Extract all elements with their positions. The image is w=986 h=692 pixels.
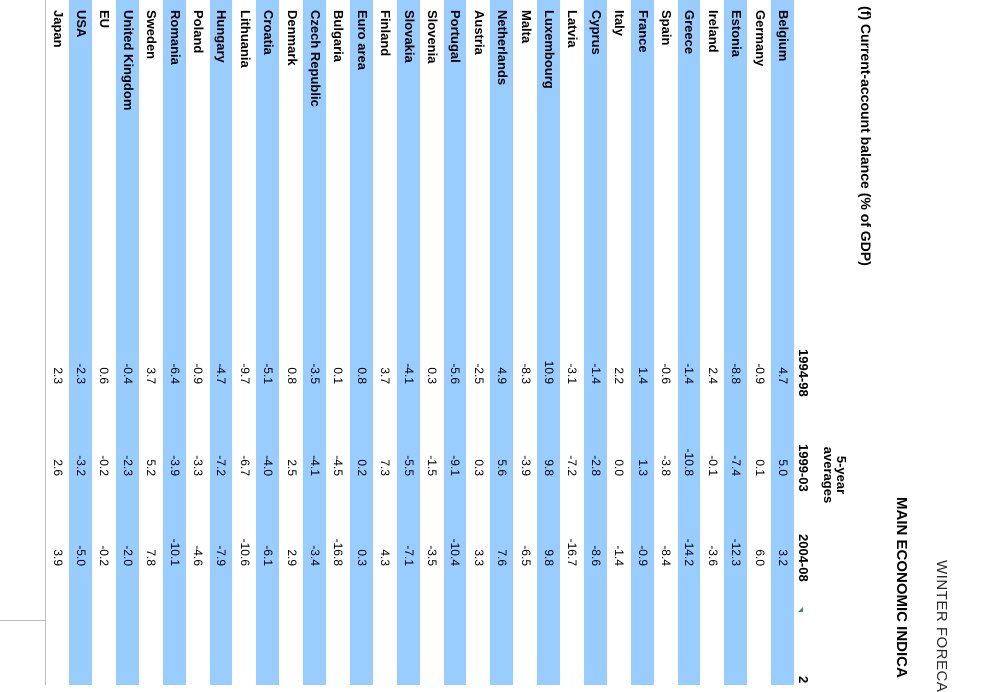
value-cell: -6.4 (167, 363, 182, 384)
table-row (701, 0, 724, 685)
country-name: Poland (191, 10, 206, 54)
value-cell: 0.3 (471, 459, 486, 476)
value-cell: 2.5 (284, 459, 299, 476)
value-cell: -1.4 (682, 363, 697, 384)
value-cell: -5.0 (74, 545, 88, 566)
table-row (771, 0, 794, 685)
table-row (327, 0, 350, 685)
value-cell: -9.7 (237, 363, 252, 384)
value-cell: 4.3 (378, 549, 393, 566)
country-name: Netherlands (495, 10, 511, 86)
value-cell: 2.4 (705, 367, 720, 384)
value-cell: -16.7 (565, 538, 580, 566)
value-cell: 7.3 (378, 459, 393, 476)
value-cell: 7.8 (144, 549, 159, 566)
value-cell: -7.2 (214, 455, 229, 476)
country-name: Euro area (354, 10, 370, 70)
averages-label-line2: averages (821, 446, 836, 504)
country-name: Germany (752, 10, 768, 67)
country-name: Czech Republic (308, 10, 323, 107)
value-cell: -2.8 (588, 455, 603, 476)
table-row (748, 0, 771, 685)
averages-label-line1: 5-year (834, 455, 849, 495)
value-cell: 3.7 (144, 367, 159, 384)
value-cell: 2.6 (50, 459, 65, 476)
value-cell: -1.4 (612, 545, 627, 566)
table-row (116, 0, 139, 685)
column-divider (45, 0, 46, 685)
value-cell: 3.3 (471, 549, 486, 566)
value-cell: 4.9 (495, 367, 510, 384)
cell-comment-marker-icon (798, 607, 803, 612)
table-row (163, 0, 186, 685)
value-cell: -7.1 (401, 545, 416, 566)
country-name: France (635, 10, 651, 53)
value-cell: -3.5 (308, 363, 322, 384)
value-cell: -10.4 (448, 538, 463, 566)
value-cell: 0.8 (284, 367, 299, 384)
country-name: Japan (50, 10, 66, 48)
value-cell: -4.7 (214, 363, 229, 384)
value-cell: 3.7 (378, 367, 393, 384)
value-cell: 9.8 (542, 549, 556, 566)
value-cell: 9.8 (542, 459, 556, 476)
value-cell: 5.0 (776, 459, 790, 476)
table-row (373, 0, 396, 685)
column-header-2004-08: 2004-08 (796, 534, 811, 582)
value-cell: 5.6 (495, 459, 510, 476)
country-name: Luxembourg (542, 10, 557, 89)
country-name: Spain (659, 10, 674, 46)
value-cell: -9.1 (448, 455, 463, 476)
country-name: Austria (471, 10, 487, 55)
country-name: Lithuania (237, 10, 253, 68)
table-row (537, 0, 560, 685)
value-cell: -8.8 (729, 363, 744, 384)
column-header-1994-98: 1994-98 (796, 349, 811, 397)
value-cell: 6.0 (752, 549, 767, 566)
country-name: Finland (378, 10, 394, 57)
country-name: Romania (167, 10, 183, 65)
table-row (93, 0, 116, 685)
value-cell: -10.8 (682, 448, 697, 476)
table-row (444, 0, 467, 685)
value-cell: 4.7 (776, 367, 790, 384)
value-cell: 3.2 (776, 549, 790, 566)
value-cell: 0.8 (354, 367, 369, 384)
value-cell: -0.4 (120, 363, 135, 384)
value-cell: -14.2 (682, 538, 697, 566)
country-name: Italy (612, 10, 628, 37)
table-row (678, 0, 701, 685)
value-cell: -3.5 (425, 545, 439, 566)
value-cell: -3.1 (565, 363, 580, 384)
value-cell: -4.0 (261, 455, 276, 476)
country-name: Latvia (565, 10, 581, 48)
table-row (233, 0, 256, 685)
value-cell: -16.8 (331, 538, 346, 566)
value-cell: -3.2 (74, 455, 88, 476)
cell-divider (0, 620, 46, 621)
value-cell: -3.4 (308, 545, 322, 566)
value-cell: -0.9 (191, 363, 205, 384)
value-cell: -0.2 (97, 455, 112, 476)
value-cell: -3.9 (167, 455, 182, 476)
value-cell: 2.2 (612, 367, 627, 384)
table-row (350, 0, 373, 685)
country-name: Sweden (144, 10, 160, 60)
value-cell: -0.1 (705, 455, 720, 476)
value-cell: 0.2 (354, 459, 369, 476)
value-cell: -0.6 (659, 363, 673, 384)
value-cell: -0.9 (635, 545, 650, 566)
table-row (514, 0, 537, 685)
value-cell: 7.6 (495, 549, 510, 566)
country-name: Croatia (261, 10, 277, 55)
value-cell: 0.1 (752, 459, 767, 476)
country-name: Hungary (214, 10, 230, 63)
table-row (397, 0, 420, 685)
value-cell: 5.2 (144, 459, 159, 476)
column-header-next: 2 (796, 676, 811, 684)
value-cell: 0.1 (331, 367, 346, 384)
country-name: Cyprus (588, 10, 604, 55)
value-cell: -8.4 (659, 545, 673, 566)
country-name: Denmark (284, 10, 300, 66)
table-row (280, 0, 303, 685)
country-name: Ireland (705, 10, 721, 53)
value-cell: -2.5 (471, 363, 486, 384)
value-cell: -3.9 (518, 455, 533, 476)
table-row (607, 0, 630, 685)
table-row (631, 0, 654, 685)
value-cell: 2.3 (50, 367, 65, 384)
value-cell: -4.1 (401, 363, 416, 384)
column-header-1999-03: 1999-03 (796, 444, 811, 492)
value-cell: -1.4 (588, 363, 603, 384)
country-name: Malta (518, 10, 534, 44)
value-cell: -2.0 (120, 545, 135, 566)
value-cell: -4.6 (191, 545, 205, 566)
country-name: United Kingdom (120, 10, 136, 111)
country-name: USA (74, 10, 89, 38)
averages-label (822, 420, 848, 530)
table-row (561, 0, 584, 685)
value-cell: 1.4 (635, 367, 650, 384)
table-row (420, 0, 443, 685)
table-row (210, 0, 233, 685)
table-row (69, 0, 92, 685)
value-cell: -3.8 (659, 455, 673, 476)
value-cell: -7.9 (214, 545, 229, 566)
country-name: Belgium (776, 10, 791, 62)
value-cell: -7.4 (729, 455, 744, 476)
value-cell: -6.7 (237, 455, 252, 476)
country-name: Greece (682, 10, 698, 55)
country-name: Slovenia (425, 10, 440, 64)
value-cell: -3.3 (191, 455, 205, 476)
country-name: Portugal (448, 10, 464, 63)
value-cell: -2.3 (74, 363, 88, 384)
table-row (467, 0, 490, 685)
table-row (256, 0, 279, 685)
value-cell: 10.9 (542, 360, 556, 384)
table-row (186, 0, 209, 685)
value-cell: -5.5 (401, 455, 416, 476)
value-cell: 1.3 (635, 459, 650, 476)
value-cell: -7.2 (565, 455, 580, 476)
value-cell: -1.5 (425, 455, 439, 476)
value-cell: 0.6 (97, 367, 112, 384)
value-cell: 0.3 (354, 549, 369, 566)
table-row (139, 0, 162, 685)
country-name: Bulgaria (331, 10, 347, 63)
country-name: EU (97, 10, 113, 29)
value-cell: -5.1 (261, 363, 276, 384)
value-cell: -0.9 (752, 363, 767, 384)
value-cell: 0.3 (425, 367, 439, 384)
country-name: Estonia (729, 10, 745, 57)
value-cell: 2.9 (284, 549, 299, 566)
value-cell: -4.5 (331, 455, 346, 476)
table-row (724, 0, 747, 685)
table-row (584, 0, 607, 685)
value-cell: -2.3 (120, 455, 135, 476)
table-row (490, 0, 513, 685)
value-cell: -10.1 (167, 538, 182, 566)
value-cell: -6.5 (518, 545, 533, 566)
report-title: WINTER FORECA (933, 560, 950, 692)
value-cell: 3.9 (50, 549, 65, 566)
value-cell: -10.6 (237, 538, 252, 566)
value-cell: -8.3 (518, 363, 533, 384)
main-title: MAIN ECONOMIC INDICA (893, 497, 910, 678)
value-cell: -0.2 (97, 545, 112, 566)
table-row (654, 0, 677, 685)
value-cell: -4.1 (308, 455, 322, 476)
value-cell: -12.3 (729, 538, 744, 566)
value-cell: -6.1 (261, 545, 276, 566)
section-title: (f) Current-account balance (% of GDP) (858, 6, 874, 266)
value-cell: -3.6 (705, 545, 720, 566)
table-row (46, 0, 69, 685)
value-cell: -8.6 (588, 545, 603, 566)
value-cell: 0.0 (612, 459, 627, 476)
value-cell: -5.6 (448, 363, 463, 384)
table-row (303, 0, 326, 685)
country-name: Slovakia (401, 10, 417, 63)
